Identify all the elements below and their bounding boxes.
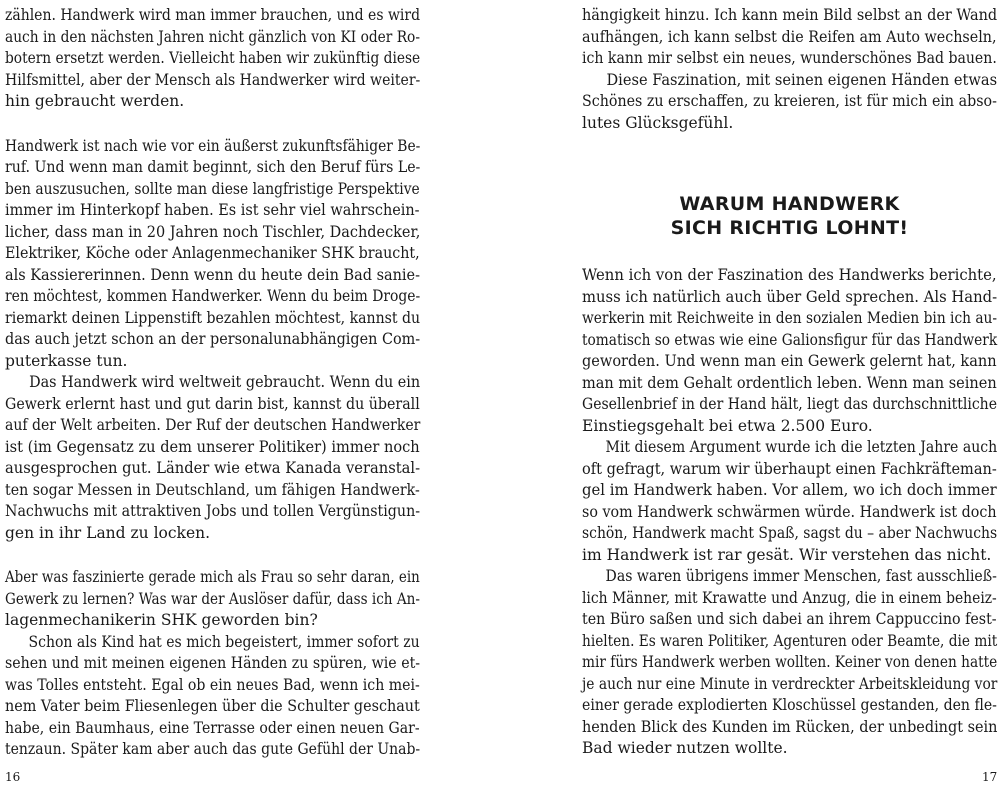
text-line: hielten. Es waren Politiker, Agenturen oder Beamte, die mit: [582, 631, 998, 650]
intro-paragraph: [582, 5, 997, 134]
text-line: ten sogar Messen in Deutschland, um fähigen Handwerk-: [5, 480, 420, 499]
text-line: tenzaun. Später kam aber auch das gute Gefühl der Unab-: [5, 740, 421, 758]
text-line: immer im Hinterkopf haben. Es ist sehr viel wahrschein-: [5, 201, 420, 219]
text-line: gen in ihr Land zu locken.: [5, 523, 211, 542]
text-line: henden Blick des Kunden im Rücken, der unbedingt sein: [582, 717, 998, 736]
text-line: nem Vater beim Fliesenlegen über die Schulter geschaut: [5, 697, 420, 715]
text-line: ren möchtest, kommen Handwerker. Wenn du beim Droge-: [5, 287, 421, 305]
text-line: puterkasse tun.: [5, 351, 128, 370]
text-line: tomatisch so etwas wie eine Galionsfigur für das Handwerk: [582, 330, 998, 349]
paragraph-block-2: [5, 136, 420, 545]
text-line: hin gebraucht werden.: [5, 92, 185, 110]
text-line: Aber was faszinierte gerade mich als Frau so sehr daran, ein: [5, 568, 420, 586]
text-line: was Tolles entsteht. Egal ob ein neues Bad, wenn ich mei-: [5, 675, 420, 694]
text-line: so vom Handwerk schwärmen würde. Handwerk ist doch: [582, 502, 997, 521]
text-line: muss ich natürlich auch über Geld sprechen. Als Hand-: [582, 287, 998, 306]
text-line: Bad wieder nutzen wollte.: [582, 739, 788, 757]
text-line: im Handwerk ist rar gesät. Wir verstehen das nicht.: [582, 545, 992, 564]
text-line: geworden. Und wenn man ein Gewerk gelernt hat, kann: [582, 352, 997, 370]
text-line: als Kassiererinnen. Denn wenn du heute dein Bad sanie-: [5, 265, 420, 284]
text-line: Elektriker, Köche oder Anlagenmechaniker SHK braucht,: [5, 244, 420, 262]
text-line: hängigkeit hinzu. Ich kann mein Bild selbst an der Wand: [582, 6, 998, 24]
text-line: mir fürs Handwerk werben wollten. Keiner von denen hatte: [582, 653, 998, 671]
body-paragraph: [582, 265, 997, 760]
left-text-column: [5, 5, 420, 761]
text-line: ben auszusuchen, sollte man diese langfristige Perspektive: [5, 179, 420, 198]
text-line: Schon als Kind hat es mich begeistert, immer sofort zu: [28, 632, 420, 651]
text-line: einer gerade explodierten Kloschüssel gestanden, den fle-: [582, 696, 997, 714]
text-line: riemarkt deinen Lippenstift bezahlen möchtest, kannst du: [5, 308, 421, 327]
text-line: botern ersetzt werden. Vielleicht haben wir zukünftig diese: [5, 49, 421, 67]
text-line: das auch jetzt schon an der personalunabhängigen Com-: [5, 330, 421, 348]
paragraph-block-1: [5, 5, 420, 113]
text-line: man mit dem Gehalt ordentlich leben. Wenn man seinen: [582, 373, 997, 392]
text-line: ruf. Und wenn man damit beginnt, sich den Beruf fürs Le-: [5, 158, 421, 176]
text-line: Hilfsmittel, aber der Mensch als Handwerker wird weiter-: [5, 70, 421, 89]
section-heading: [582, 193, 997, 240]
text-line: sehen und mit meinen eigenen Händen zu spüren, wie et-: [5, 654, 421, 672]
text-line: ten Büro saßen und sich dabei an ihrem Cappuccino fest-: [582, 610, 997, 628]
right-page: [500, 0, 1000, 800]
text-line: schön, Handwerk macht Spaß, sagst du – aber Nachwuchs: [582, 524, 998, 542]
text-line: Gesellenbrief in der Hand hält, liegt das durchschnittliche: [582, 395, 997, 413]
text-line: ausgesprochen gut. Länder wie etwa Kanada veranstal-: [5, 459, 421, 477]
heading-line: SICH RICHTIG LOHNT!: [670, 216, 909, 239]
text-line: auf der Welt arbeiten. Der Ruf der deutschen Handwerker: [5, 416, 421, 434]
text-line: ich kann mir selbst ein neues, wunderschönes Bad bauen.: [582, 49, 997, 67]
text-line: Gewerk zu lernen? Was war der Auslöser dafür, dass ich An-: [5, 589, 420, 608]
text-line: Wenn ich von der Faszination des Handwerks berichte,: [582, 266, 997, 284]
text-line: Nachwuchs mit attraktiven Jobs und tollen Vergünstigun-: [5, 502, 421, 520]
text-line: lutes Glücksgefühl.: [582, 113, 734, 132]
text-line: zählen. Handwerk wird man immer brauchen, und es wird: [5, 6, 421, 24]
text-line: auch in den nächsten Jahren nicht gänzlich von KI oder Ro-: [5, 27, 420, 46]
text-line: Schönes zu erschaffen, zu kreieren, ist für mich ein abso-: [582, 92, 997, 110]
page-number: 16: [5, 770, 21, 784]
heading-line: WARUM HANDWERK: [679, 193, 900, 215]
right-text-column: [582, 5, 997, 760]
text-line: Handwerk ist nach wie vor ein äußerst zukunftsfähiger Be-: [5, 136, 421, 155]
text-line: aufhängen, ich kann selbst die Reifen am Auto wechseln,: [582, 27, 997, 46]
text-line: je auch nur eine Minute in verdreckter Arbeitskleidung vor: [582, 674, 998, 693]
text-line: Das Handwerk wird weltweit gebraucht. Wenn du ein: [29, 373, 421, 391]
text-line: werkerin mit Reichweite in den sozialen Medien bin ich au-: [582, 309, 998, 327]
page-number: 17: [982, 770, 998, 784]
text-line: Diese Faszination, mit seinen eigenen Händen etwas: [606, 70, 998, 89]
text-line: oft gefragt, warum wir überhaupt einen Fachkräfteman-: [582, 459, 997, 478]
text-line: Gewerk erlernt hast und gut darin bist, kannst du überall: [5, 394, 420, 413]
text-line: lich Männer, mit Krawatte und Anzug, die in einem beheiz-: [582, 588, 997, 607]
text-line: lagenmechanikerin SHK geworden bin?: [5, 611, 318, 629]
text-line: licher, dass man in 20 Jahren noch Tischler, Dachdecker,: [5, 222, 421, 241]
text-line: habe, ein Baumhaus, eine Terrasse oder einen neuen Gar-: [5, 718, 420, 737]
text-line: gel im Handwerk haben. Vor allem, wo ich doch immer: [582, 481, 997, 499]
text-line: Einstiegsgehalt bei etwa 2.500 Euro.: [582, 416, 873, 435]
text-line: ist (im Gegensatz zu dem unserer Politiker) immer noch: [5, 437, 420, 456]
text-line: Mit diesem Argument wurde ich die letzten Jahre auch: [605, 438, 998, 456]
text-line: Das waren übrigens immer Menschen, fast ausschließ-: [605, 567, 997, 585]
paragraph-block-3: [5, 567, 420, 761]
